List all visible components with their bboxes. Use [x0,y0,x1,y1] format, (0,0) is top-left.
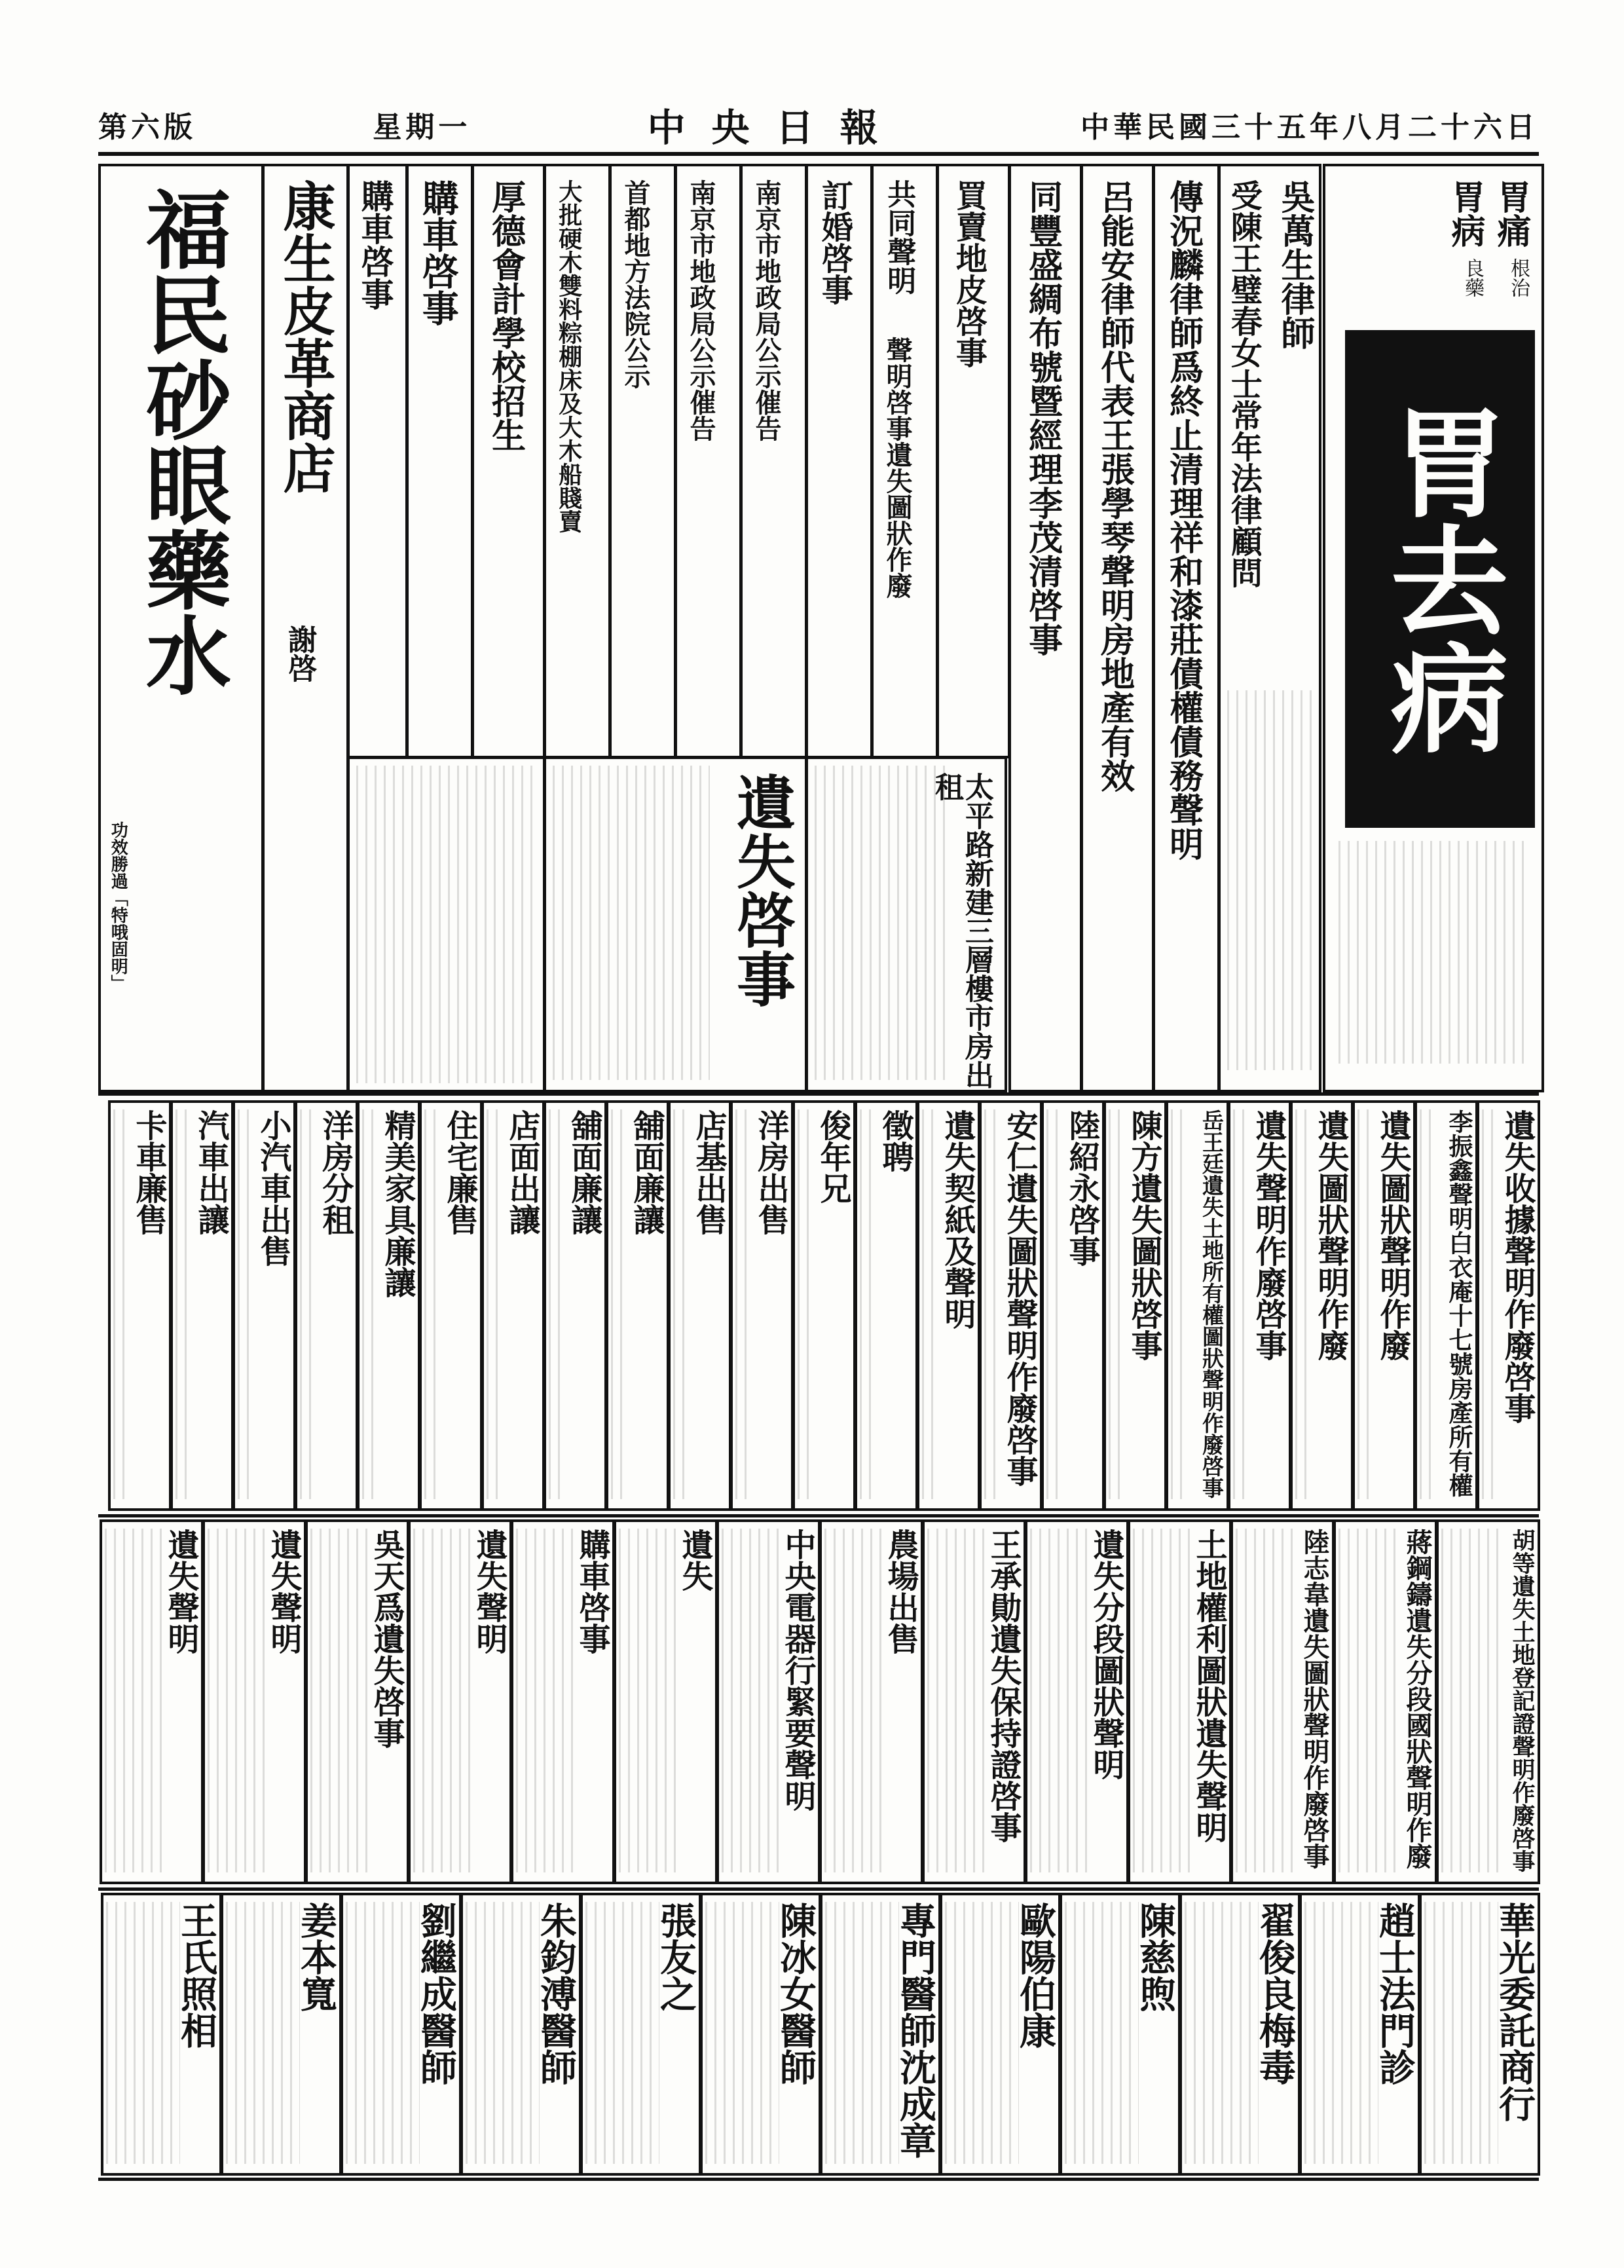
classified-body [673,1109,690,1499]
doctor-body [106,1902,180,2164]
classified-ad [792,1100,856,1511]
classified-body [984,1109,1001,1499]
notice-body [310,1529,367,1872]
notice-title: 遺失 [676,1529,713,1591]
classified-ad [1166,1100,1229,1511]
notice-title: 首都地方法院公示 [620,179,651,389]
notice-title: 吳天爲遺失啓事 [368,1529,405,1749]
notice-title: 王承勛遺失保持證啓事 [985,1529,1022,1843]
classified-body [487,1109,503,1499]
notice-body [1338,1529,1395,1872]
classified-body [1046,1109,1063,1499]
classified-ad [357,1100,420,1511]
notice-title: 中央電器行緊要聲明 [779,1529,816,1812]
doctor-body [226,1902,300,2164]
notice-title: 呂能安律師代表王張學琴聲明房地產有效 [1094,179,1135,792]
car-purchase-notice-2 [347,164,408,758]
classified-body [1171,1109,1187,1499]
classified-body [238,1109,254,1499]
engagement-notice [805,164,873,758]
notice-title: 遺失聲明 [471,1529,507,1654]
ad-heading: 胃痛 [1491,179,1531,248]
doctor-body [825,1902,899,2164]
classified-title: 安仁遺失圖狀聲明作廢啓事 [1001,1109,1038,1487]
doctor-ad [1179,1893,1301,2176]
classified-row-lower [98,1519,1539,1883]
classified-title: 遺失圖狀聲明作廢 [1375,1109,1411,1361]
notice-body [1133,1529,1190,1872]
classified-body [549,1109,565,1499]
weekday: 星期一 [373,111,471,144]
classified-body [1420,1109,1436,1499]
notice-body [516,1529,573,1872]
section-rule [98,1887,1539,1891]
stomach-medicine-ad [1323,164,1544,1092]
classified-title: 店面出讓 [504,1109,540,1235]
doctor-body [585,1902,659,2164]
block-body [553,766,710,1080]
classified-body [1295,1109,1312,1499]
notice-ad [716,1519,821,1884]
lu-neng-an-notice [1080,164,1154,1092]
masthead [98,98,1539,151]
classified-body [798,1109,814,1499]
doctor-title: 趙士法門診 [1373,1902,1416,2085]
lawyer-wu-notice [1218,164,1321,1092]
doctor-ad [460,1893,581,2176]
notice-ad [100,1519,204,1884]
notice-title: 蔣鋼鑄遺失分段國狀聲明作廢 [1402,1529,1433,1869]
notice-title: 遺失聲明 [162,1529,199,1654]
classified-ad [1103,1100,1167,1511]
doctor-body [1065,1902,1139,2164]
notice-body [1441,1529,1498,1872]
classified-ad [1477,1100,1540,1511]
classified-ad [544,1100,607,1511]
classified-ad [979,1100,1043,1511]
doctor-listings [98,1893,1539,2174]
classified-title: 李振鑫聲明白衣庵十七號房產所有權 [1445,1109,1473,1497]
paper-name: 中央日報 [647,105,904,150]
doctor-body [945,1902,1019,2164]
notice-ad [614,1519,718,1884]
doctor-title: 歐陽伯康 [1014,1902,1057,2049]
classified-title: 舖面廉讓 [566,1109,602,1235]
land-sale-notice [936,164,1010,758]
eye-drops-ad [98,164,264,1092]
land-office-notice-2 [674,164,742,758]
notice-title: 共同聲明 [882,179,916,295]
notice-subtitle: 受陳王璧春女士常年法律顧問 [1225,179,1263,588]
doctor-title: 張友之 [654,1902,697,2012]
notice-ad [408,1519,512,1884]
doctor-title: 姜本寬 [295,1902,338,2012]
notice-title: 同豐盛綢布號暨經理李茂清啓事 [1022,179,1063,656]
doctor-ad [940,1893,1061,2176]
doctor-title: 朱鈞溥醫師 [534,1902,578,2085]
classified-ad [295,1100,358,1511]
doctor-ad [101,1893,222,2176]
notice-body [619,1529,676,1872]
notice-title: 遺失分段圖狀聲明 [1088,1529,1124,1780]
shop-subtitle: 謝啓 [283,625,317,682]
doctor-ad [1060,1893,1181,2176]
classified-row-middle [98,1100,1539,1510]
notice-ad [511,1519,615,1884]
notice-body [208,1529,265,1872]
notice-title: 南京市地政局公示催告 [751,179,782,441]
classified-title: 住宅廉售 [441,1109,478,1235]
doctor-ad [341,1893,462,2176]
doctor-body [1424,1902,1498,2164]
notice-title: 購車啓事 [416,179,460,326]
classified-ad [170,1100,234,1511]
block-title: 遺失啓事 [726,772,796,1008]
notice-title: 買賣地皮啓事 [950,179,987,368]
doctor-body [1304,1902,1378,2164]
classified-body [1233,1109,1249,1499]
classified-ad [1352,1100,1416,1511]
classified-ad [481,1100,545,1511]
doctor-title: 王氏照相 [175,1902,218,2049]
ad-tag: 根治 [1507,258,1530,297]
doctor-ad [580,1893,701,2176]
classified-title: 舖面廉讓 [628,1109,665,1235]
notice-ad [1333,1519,1437,1884]
notice-title: 農場出售 [882,1529,919,1654]
classified-ad [917,1100,980,1511]
joint-notice [871,164,938,758]
classified-ad [1228,1100,1291,1511]
doctor-ad [820,1893,941,2176]
product-name: 福民砂眼藥水 [132,186,232,697]
land-office-notice-1 [740,164,807,758]
classified-ad [1414,1100,1478,1511]
doctor-title: 翟俊良梅毒 [1253,1902,1297,2085]
notice-body [824,1529,881,1872]
classified-title: 俊年兄 [815,1109,851,1204]
notice-title: 胡等遺失土地登記證聲明作廢啓事 [1509,1529,1536,1872]
notice-body [927,1529,984,1872]
doctor-title: 陳冰女醫師 [774,1902,817,2085]
classified-title: 店基出售 [690,1109,727,1235]
doctor-body [1185,1902,1259,2164]
doctor-ad [221,1893,342,2176]
classified-body [611,1109,627,1499]
doctor-body [705,1902,779,2164]
notice-ad [1230,1519,1335,1884]
notice-subtitle: 聲明啓事遺失圖狀作廢 [882,337,913,599]
notice-ad [922,1519,1026,1884]
notice-title: 購車啓事 [356,179,395,310]
classified-title: 遺失契紙及聲明 [939,1109,976,1329]
classified-ad [855,1100,918,1511]
classified-title: 岳王廷遺失土地所有權圖狀聲明作廢啓事 [1199,1109,1225,1498]
notice-ad [1128,1519,1232,1884]
classified-ad [419,1100,483,1511]
classified-title: 洋房出售 [752,1109,789,1235]
doctor-ad [1419,1893,1540,2176]
classified-title: 陳方遺失圖狀啓事 [1126,1109,1162,1361]
section-rule [98,1514,1539,1517]
notice-title: 購車啓事 [574,1529,610,1654]
classified-body [1482,1109,1498,1499]
doctor-body [466,1902,540,2164]
ad-tag: 良藥 [1461,258,1484,297]
notice-body [722,1529,779,1872]
fu-kuang-lin-notice [1153,164,1220,1092]
notice-body [413,1529,470,1872]
classified-title: 陸紹永啓事 [1063,1109,1100,1267]
notice-ad [819,1519,923,1884]
notice-ad [305,1519,409,1884]
classified-title: 小汽車出售 [255,1109,291,1267]
classified-body [1109,1109,1125,1499]
classified-ad [668,1100,731,1511]
product-name: 胃去病 [1345,330,1535,828]
classified-ad [232,1100,296,1511]
taiping-building-ad [805,756,1007,1092]
classified-ad [108,1100,172,1511]
doctor-ad [1299,1893,1420,2176]
classified-ad [1041,1100,1105,1511]
ad-heading: 胃病 [1445,179,1485,248]
ad-title: 大批硬木雙料粽棚床及大木船賤賣 [555,179,583,533]
lost-notice-block [544,756,807,1092]
court-notice [609,164,676,758]
classified-title: 徵聘 [877,1109,913,1172]
notice-ad [1025,1519,1129,1884]
classified-title: 遺失收據聲明作廢啓事 [1499,1109,1536,1424]
classified-title: 遺失聲明作廢啓事 [1250,1109,1287,1361]
classified-title: 遺失圖狀聲明作廢 [1312,1109,1349,1361]
issue-date: 中華民國三十五年八月二十六日 [1080,111,1539,144]
notice-title: 遺失聲明 [265,1529,302,1654]
classified-title: 洋房分租 [317,1109,354,1235]
classified-body [175,1109,192,1499]
classified-ad [1290,1100,1354,1511]
notice-title: 吳萬生律師 [1275,179,1315,350]
classified-body [113,1109,130,1499]
doctor-title: 華光委託商行 [1493,1902,1536,2122]
section-rule [98,1092,1539,1096]
notice-body [1030,1529,1087,1872]
leather-shop-ad [262,164,349,1092]
classified-body [860,1109,876,1499]
doctor-title: 劉繼成醫師 [415,1902,458,2085]
classified-body [300,1109,316,1499]
notice-ad [202,1519,306,1884]
doctor-title: 專門醫師沈成章 [894,1902,937,2159]
tongfeng-notice [1008,164,1082,1092]
doctor-body [346,1902,420,2164]
notice-title: 陸志韋遺失圖狀聲明作廢啓事 [1299,1529,1330,1869]
classified-body [1357,1109,1374,1499]
car-purchase-notice-1 [406,164,473,758]
classified-body [362,1109,378,1499]
ad-line: 功效勝過「特哦固明」 [108,821,128,992]
ad-title: 太平路新建三層樓市房出租 [929,772,993,1089]
page-number: 第六版 [98,111,196,144]
ad-body [815,766,946,1080]
classified-ad [606,1100,669,1511]
ad-fine-print [1338,841,1528,1064]
masthead-rule [98,152,1539,156]
notice-title: 南京市地政局公示催告 [686,179,716,441]
accounting-school-ad [471,164,545,758]
notice-body [105,1529,162,1872]
classified-title: 卡車廉售 [130,1109,167,1235]
notice-ad [1436,1519,1540,1884]
notice-title: 訂婚啓事 [816,179,853,305]
classified-body [735,1109,752,1499]
classified-body [922,1109,938,1499]
shop-name: 康生皮革商店 [274,179,336,494]
notice-body [1236,1529,1293,1872]
notice-body [1227,690,1312,1070]
misc-notices [347,756,545,1092]
notice-body [356,766,536,1083]
ad-title: 厚德會計學校招生 [485,179,526,452]
notice-title: 土地權利圖狀遺失聲明 [1190,1529,1227,1843]
classified-body [424,1109,441,1499]
bottom-rule [98,2178,1539,2181]
doctor-ad [700,1893,821,2176]
classified-ad [730,1100,794,1511]
doctor-title: 陳慈煦 [1134,1902,1177,2012]
classified-title: 汽車出讓 [193,1109,229,1235]
notice-title: 傳況麟律師爲終止清理祥和漆莊債權債務聲明 [1163,179,1204,861]
classified-title: 精美家具廉讓 [379,1109,416,1298]
timber-sale-ad [544,164,611,758]
